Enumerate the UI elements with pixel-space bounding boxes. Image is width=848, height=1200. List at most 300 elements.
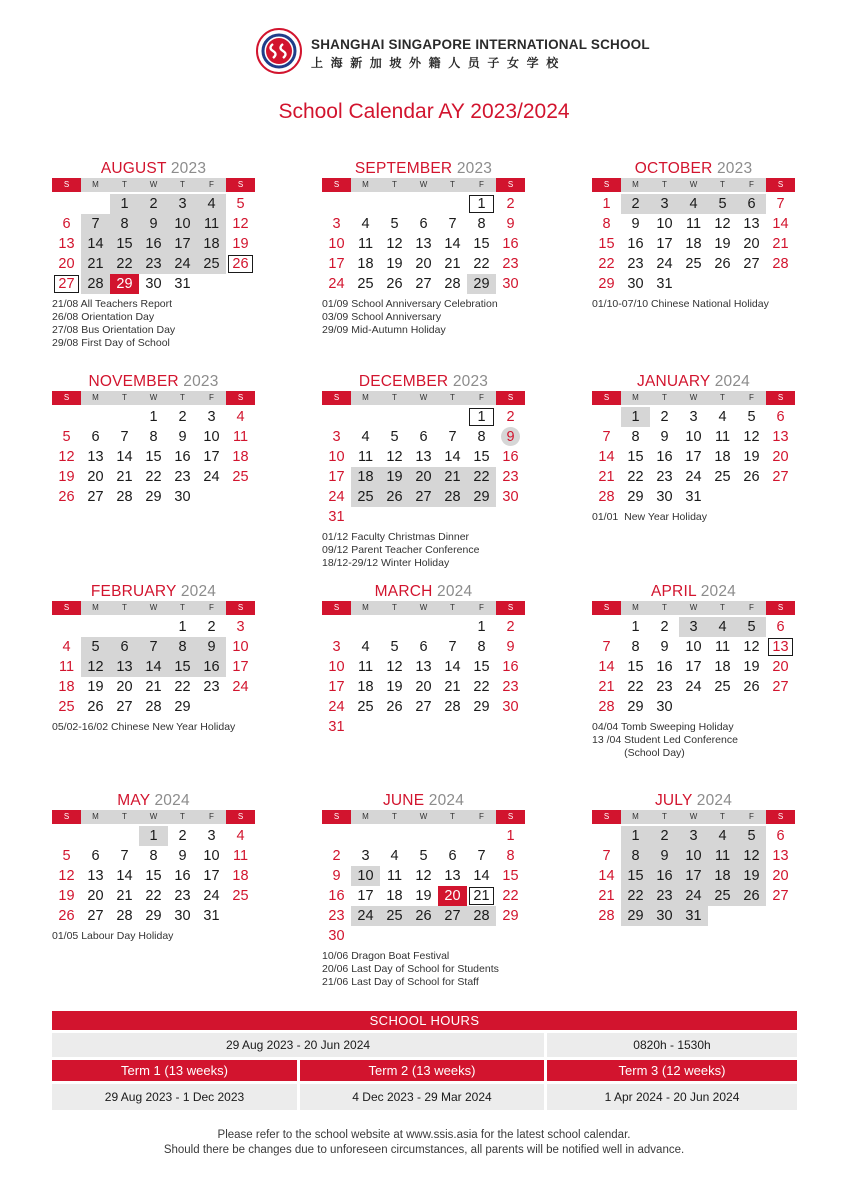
calendar-day: 4 bbox=[361, 216, 370, 232]
event-note: 29/08 First Day of School bbox=[52, 337, 170, 349]
weekday-label: F bbox=[737, 601, 766, 615]
month-year: 2023 bbox=[716, 160, 753, 177]
weekday-label: T bbox=[708, 391, 737, 405]
calendar-day: 17 bbox=[328, 469, 345, 485]
month-february bbox=[52, 583, 262, 734]
calendar-day: 25 bbox=[380, 906, 409, 926]
calendar-day: 26 bbox=[386, 699, 403, 715]
calendar-day: 25 bbox=[357, 276, 374, 292]
calendar-day: 14 bbox=[116, 449, 133, 465]
calendar-day: 22 bbox=[627, 469, 644, 485]
calendar-day: 26 bbox=[737, 886, 766, 906]
calendar-day: 7 bbox=[776, 196, 785, 212]
calendar-day: 7 bbox=[448, 639, 457, 655]
calendar-day: 21 bbox=[145, 679, 162, 695]
calendar-day: 15 bbox=[145, 868, 162, 884]
event-note: 20/06 Last Day of School for Students bbox=[322, 963, 499, 975]
calendar-day: 20 bbox=[58, 256, 75, 272]
month-year: 2024 bbox=[180, 583, 217, 600]
calendar-day: 15 bbox=[627, 659, 644, 675]
calendar-day: 27 bbox=[87, 908, 104, 924]
month-title bbox=[52, 583, 255, 601]
weekday-label: T bbox=[650, 601, 679, 615]
weekday-label: F bbox=[467, 810, 496, 824]
calendar-day: 23 bbox=[656, 469, 673, 485]
school-day-time: 0820h - 1530h bbox=[547, 1033, 797, 1057]
calendar-day: 24 bbox=[351, 906, 380, 926]
month-august bbox=[52, 160, 262, 350]
calendar-day: 1 bbox=[621, 407, 650, 427]
day-grid bbox=[322, 826, 525, 946]
calendar-day: 23 bbox=[502, 679, 519, 695]
calendar-day: 13 bbox=[415, 449, 432, 465]
day-grid bbox=[52, 826, 255, 926]
month-year: 2023 bbox=[456, 160, 493, 177]
weekday-label: T bbox=[380, 178, 409, 192]
month-year: 2024 bbox=[428, 792, 465, 809]
calendar-day: 11 bbox=[232, 429, 249, 445]
calendar-day: 8 bbox=[477, 639, 486, 655]
month-name: DECEMBER bbox=[358, 373, 449, 390]
month-title bbox=[322, 160, 525, 178]
weekday-label: W bbox=[139, 601, 168, 615]
month-title bbox=[592, 373, 795, 391]
calendar-day: 8 bbox=[477, 429, 486, 445]
month-year: 2024 bbox=[154, 792, 190, 809]
weekday-label: S bbox=[226, 178, 255, 192]
month-march bbox=[322, 583, 532, 737]
weekday-label: S bbox=[592, 391, 621, 405]
calendar-day: 14 bbox=[473, 868, 490, 884]
calendar-day: 22 bbox=[473, 256, 490, 272]
calendar-day: 12 bbox=[386, 449, 403, 465]
calendar-day: 19 bbox=[58, 469, 75, 485]
weekday-label: T bbox=[110, 391, 139, 405]
calendar-day: 27 bbox=[52, 274, 81, 294]
weekday-label: S bbox=[766, 810, 795, 824]
weekday-label: S bbox=[496, 391, 525, 405]
month-year: 2023 bbox=[183, 373, 219, 390]
calendar-day: 27 bbox=[415, 699, 432, 715]
calendar-day: 4 bbox=[708, 826, 737, 846]
event-note: 18/12-29/12 Winter Holiday bbox=[322, 557, 450, 569]
calendar-day: 18 bbox=[197, 234, 226, 254]
calendar-day: 6 bbox=[110, 637, 139, 657]
calendar-day: 23 bbox=[139, 254, 168, 274]
calendar-day: 28 bbox=[598, 699, 615, 715]
calendar-day: 21 bbox=[598, 888, 615, 904]
month-title bbox=[322, 583, 525, 601]
weekday-header bbox=[322, 178, 532, 192]
calendar-day: 9 bbox=[660, 429, 669, 445]
month-title bbox=[52, 373, 255, 391]
weekday-label: S bbox=[322, 601, 351, 615]
weekday-label: T bbox=[380, 601, 409, 615]
calendar-day: 10 bbox=[685, 429, 702, 445]
calendar-day: 2 bbox=[207, 619, 216, 635]
calendar-day: 11 bbox=[386, 868, 403, 884]
month-name: FEBRUARY bbox=[90, 583, 177, 600]
calendar-day: 24 bbox=[679, 886, 708, 906]
calendar-day: 13 bbox=[444, 868, 461, 884]
calendar-day: 29 bbox=[467, 274, 496, 294]
weekday-label: W bbox=[679, 601, 708, 615]
weekday-label: W bbox=[139, 391, 168, 405]
calendar-day: 4 bbox=[62, 639, 71, 655]
calendar-day: 27 bbox=[116, 699, 133, 715]
school-year-period: 29 Aug 2023 - 20 Jun 2024 bbox=[52, 1033, 544, 1057]
calendar-day: 7 bbox=[139, 637, 168, 657]
calendar-day: 19 bbox=[232, 236, 249, 252]
month-name: JULY bbox=[654, 792, 693, 809]
calendar-day: 8 bbox=[477, 216, 486, 232]
month-name: AUGUST bbox=[100, 160, 167, 177]
calendar-day: 28 bbox=[444, 276, 461, 292]
calendar-day: 25 bbox=[232, 469, 249, 485]
calendar-day: 17 bbox=[685, 449, 702, 465]
calendar-day: 10 bbox=[351, 866, 380, 886]
weekday-label: S bbox=[322, 810, 351, 824]
calendar-day: 28 bbox=[145, 699, 162, 715]
footer-note bbox=[0, 1128, 848, 1158]
calendar-day: 12 bbox=[232, 216, 249, 232]
calendar-day: 21 bbox=[598, 679, 615, 695]
event-note: (School Day) bbox=[592, 747, 685, 759]
calendar-day: 18 bbox=[714, 449, 731, 465]
calendar-day: 10 bbox=[328, 659, 345, 675]
month-name: JANUARY bbox=[637, 373, 711, 390]
calendar-day: 29 bbox=[110, 274, 139, 294]
calendar-day: 14 bbox=[444, 659, 461, 675]
calendar-day: 25 bbox=[685, 256, 702, 272]
calendar-day: 7 bbox=[448, 429, 457, 445]
month-name: OCTOBER bbox=[634, 160, 713, 177]
calendar-day: 21 bbox=[438, 467, 467, 487]
calendar-day: 14 bbox=[81, 234, 110, 254]
calendar-day: 24 bbox=[328, 699, 345, 715]
calendar-day: 28 bbox=[467, 906, 496, 926]
calendar-day: 10 bbox=[328, 236, 345, 252]
calendar-day: 13 bbox=[87, 868, 104, 884]
calendar-day: 12 bbox=[737, 846, 766, 866]
calendar-day: 19 bbox=[386, 679, 403, 695]
term-2-dates: 4 Dec 2023 - 29 Mar 2024 bbox=[300, 1084, 544, 1110]
calendar-day: 18 bbox=[708, 866, 737, 886]
calendar-day: 17 bbox=[232, 659, 249, 675]
month-name: MAY bbox=[117, 792, 150, 809]
calendar-day: 22 bbox=[145, 888, 162, 904]
calendar-day: 2 bbox=[621, 194, 650, 214]
weekday-header bbox=[322, 601, 532, 615]
calendar-day: 5 bbox=[390, 639, 399, 655]
calendar-day: 15 bbox=[598, 236, 615, 252]
calendar-day: 25 bbox=[714, 469, 731, 485]
calendar-day: 4 bbox=[390, 848, 399, 864]
calendar-day: 12 bbox=[58, 449, 75, 465]
calendar-day: 6 bbox=[776, 828, 785, 844]
calendar-day: 10 bbox=[232, 639, 249, 655]
calendar-day: 19 bbox=[386, 256, 403, 272]
weekday-label: T bbox=[708, 601, 737, 615]
calendar-day: 9 bbox=[139, 214, 168, 234]
calendar-day: 7 bbox=[120, 429, 129, 445]
calendar-day: 18 bbox=[685, 236, 702, 252]
calendar-day: 26 bbox=[743, 469, 760, 485]
calendar-day: 9 bbox=[197, 637, 226, 657]
calendar-day: 31 bbox=[203, 908, 220, 924]
day-grid bbox=[592, 407, 795, 507]
month-notes bbox=[322, 298, 532, 337]
calendar-day: 4 bbox=[361, 429, 370, 445]
calendar-day: 7 bbox=[477, 848, 486, 864]
month-notes bbox=[322, 531, 532, 570]
calendar-day: 10 bbox=[685, 639, 702, 655]
calendar-day: 26 bbox=[87, 699, 104, 715]
calendar-day: 1 bbox=[110, 194, 139, 214]
event-note: 03/09 School Anniversary bbox=[322, 311, 442, 323]
calendar-day: 20 bbox=[772, 449, 789, 465]
calendar-day: 6 bbox=[419, 429, 428, 445]
calendar-day: 16 bbox=[656, 449, 673, 465]
calendar-day: 22 bbox=[598, 256, 615, 272]
calendar-day: 17 bbox=[357, 888, 374, 904]
calendar-day: 5 bbox=[62, 848, 71, 864]
calendar-day: 18 bbox=[386, 888, 403, 904]
calendar-day: 8 bbox=[168, 637, 197, 657]
calendar-day: 2 bbox=[506, 619, 515, 635]
weekday-label: T bbox=[380, 810, 409, 824]
footer-line-2: Should there be changes due to unforeseen circumstances, all parents will be notified well in advance. bbox=[163, 1144, 685, 1156]
calendar-day: 17 bbox=[679, 866, 708, 886]
calendar-day: 27 bbox=[772, 679, 789, 695]
calendar-day: 26 bbox=[409, 906, 438, 926]
calendar-day: 9 bbox=[332, 868, 341, 884]
calendar-day: 7 bbox=[81, 214, 110, 234]
calendar-day: 29 bbox=[627, 699, 644, 715]
calendar-day: 20 bbox=[409, 467, 438, 487]
calendar-day: 23 bbox=[174, 469, 191, 485]
weekday-label: W bbox=[679, 178, 708, 192]
weekday-label: M bbox=[621, 391, 650, 405]
calendar-day: 5 bbox=[419, 848, 428, 864]
calendar-day: 3 bbox=[332, 216, 341, 232]
calendar-day: 12 bbox=[743, 429, 760, 445]
event-note: 01/05 Labour Day Holiday bbox=[52, 930, 174, 942]
calendar-day: 26 bbox=[743, 679, 760, 695]
calendar-day: 15 bbox=[168, 657, 197, 677]
weekday-label: M bbox=[621, 810, 650, 824]
calendar-day: 27 bbox=[438, 906, 467, 926]
calendar-day: 11 bbox=[357, 236, 374, 252]
calendar-day: 18 bbox=[357, 256, 374, 272]
calendar-day: 19 bbox=[743, 659, 760, 675]
weekday-label: T bbox=[438, 391, 467, 405]
footer-line-1: Please refer to the school website at www.ssis.asia for the latest school calendar. bbox=[217, 1129, 631, 1141]
weekday-label: F bbox=[197, 178, 226, 192]
month-name: NOVEMBER bbox=[88, 373, 179, 390]
event-note: 21/06 Last Day of School for Staff bbox=[322, 976, 479, 988]
weekday-label: W bbox=[679, 810, 708, 824]
calendar-day: 4 bbox=[236, 828, 245, 844]
calendar-day: 5 bbox=[236, 196, 245, 212]
weekday-label: T bbox=[168, 810, 197, 824]
calendar-day: 2 bbox=[139, 194, 168, 214]
calendar-day: 22 bbox=[110, 254, 139, 274]
calendar-day: 15 bbox=[473, 236, 490, 252]
month-notes bbox=[52, 721, 262, 734]
calendar-day: 3 bbox=[332, 639, 341, 655]
calendar-day: 28 bbox=[598, 489, 615, 505]
weekday-label: T bbox=[708, 178, 737, 192]
calendar-day: 24 bbox=[168, 254, 197, 274]
calendar-day: 9 bbox=[631, 216, 640, 232]
month-title bbox=[592, 792, 795, 810]
calendar-day: 16 bbox=[197, 657, 226, 677]
calendar-day: 13 bbox=[415, 236, 432, 252]
calendar-day: 24 bbox=[232, 679, 249, 695]
calendar-day: 18 bbox=[232, 868, 249, 884]
calendar-day: 13 bbox=[110, 657, 139, 677]
day-grid bbox=[322, 617, 525, 737]
weekday-label: M bbox=[81, 178, 110, 192]
weekday-header bbox=[592, 391, 802, 405]
weekday-label: F bbox=[467, 601, 496, 615]
calendar-day: 5 bbox=[390, 429, 399, 445]
weekday-label: T bbox=[650, 810, 679, 824]
school-crest-icon bbox=[256, 28, 302, 74]
calendar-day: 11 bbox=[58, 659, 75, 675]
calendar-day: 23 bbox=[650, 886, 679, 906]
month-april bbox=[592, 583, 802, 760]
calendar-day: 29 bbox=[174, 699, 191, 715]
calendar-day: 13 bbox=[87, 449, 104, 465]
calendar-day: 6 bbox=[448, 848, 457, 864]
event-note: 29/09 Mid-Autumn Holiday bbox=[322, 324, 446, 336]
calendar-day: 2 bbox=[660, 409, 669, 425]
weekday-label: S bbox=[766, 391, 795, 405]
calendar-day: 20 bbox=[438, 886, 467, 906]
weekday-label: S bbox=[592, 178, 621, 192]
calendar-day: 25 bbox=[197, 254, 226, 274]
term-3-label: Term 3 (12 weeks) bbox=[547, 1060, 797, 1081]
calendar-day: 20 bbox=[415, 256, 432, 272]
school-hours-header: SCHOOL HOURS bbox=[52, 1011, 797, 1030]
calendar-day: 15 bbox=[110, 234, 139, 254]
event-note: 04/04 Tomb Sweeping Holiday bbox=[592, 721, 734, 733]
month-year: 2023 bbox=[170, 160, 207, 177]
weekday-header bbox=[52, 810, 262, 824]
weekday-header bbox=[322, 810, 532, 824]
weekday-label: M bbox=[81, 601, 110, 615]
calendar-day: 22 bbox=[502, 888, 519, 904]
weekday-label: M bbox=[621, 601, 650, 615]
month-january bbox=[592, 373, 802, 524]
calendar-day: 16 bbox=[139, 234, 168, 254]
calendar-day: 30 bbox=[627, 276, 644, 292]
weekday-label: F bbox=[737, 810, 766, 824]
month-title bbox=[52, 160, 255, 178]
month-notes bbox=[592, 511, 802, 524]
weekday-label: F bbox=[737, 178, 766, 192]
calendar-day: 24 bbox=[656, 256, 673, 272]
month-title bbox=[592, 583, 795, 601]
month-year: 2024 bbox=[696, 792, 733, 809]
calendar-day: 23 bbox=[502, 256, 519, 272]
calendar-day: 26 bbox=[226, 254, 255, 274]
weekday-label: S bbox=[322, 391, 351, 405]
calendar-day: 26 bbox=[58, 489, 75, 505]
month-december bbox=[322, 373, 532, 570]
calendar-day: 1 bbox=[139, 826, 168, 846]
calendar-day: 2 bbox=[178, 828, 187, 844]
weekday-label: T bbox=[168, 178, 197, 192]
calendar-day: 3 bbox=[207, 409, 216, 425]
weekday-label: W bbox=[139, 178, 168, 192]
weekday-label: W bbox=[139, 810, 168, 824]
calendar-day: 9 bbox=[178, 848, 187, 864]
calendar-day: 27 bbox=[409, 487, 438, 507]
calendar-day: 10 bbox=[203, 848, 220, 864]
calendar-day: 11 bbox=[197, 214, 226, 234]
weekday-header bbox=[592, 810, 802, 824]
calendar-day: 5 bbox=[81, 637, 110, 657]
calendar-day: 27 bbox=[415, 276, 432, 292]
calendar-day: 29 bbox=[145, 908, 162, 924]
calendar-day: 5 bbox=[708, 194, 737, 214]
day-grid bbox=[322, 194, 525, 294]
calendar-day: 3 bbox=[679, 826, 708, 846]
calendar-day: 1 bbox=[149, 409, 158, 425]
calendar-day: 8 bbox=[110, 214, 139, 234]
calendar-day: 18 bbox=[351, 467, 380, 487]
page-title: School Calendar AY 2023/2024 bbox=[278, 100, 570, 123]
calendar-day: 26 bbox=[386, 276, 403, 292]
calendar-day: 25 bbox=[714, 679, 731, 695]
calendar-day: 12 bbox=[386, 659, 403, 675]
calendar-day: 6 bbox=[776, 409, 785, 425]
calendar-day: 3 bbox=[207, 828, 216, 844]
weekday-header bbox=[52, 178, 262, 192]
weekday-label: T bbox=[168, 391, 197, 405]
calendar-day: 19 bbox=[380, 467, 409, 487]
calendar-day: 19 bbox=[737, 866, 766, 886]
calendar-day: 14 bbox=[139, 657, 168, 677]
weekday-label: T bbox=[110, 810, 139, 824]
weekday-header bbox=[52, 391, 262, 405]
weekday-label: F bbox=[467, 178, 496, 192]
calendar-day: 15 bbox=[627, 449, 644, 465]
day-grid bbox=[592, 826, 795, 926]
event-note: 10/06 Dragon Boat Festival bbox=[322, 950, 450, 962]
calendar-day: 13 bbox=[772, 848, 789, 864]
event-note: 13 /04 Student Led Conference bbox=[592, 734, 738, 746]
calendar-day: 1 bbox=[506, 828, 515, 844]
calendar-day: 8 bbox=[506, 848, 515, 864]
calendar-day: 9 bbox=[650, 846, 679, 866]
weekday-label: M bbox=[351, 178, 380, 192]
weekday-label: F bbox=[197, 391, 226, 405]
calendar-day: 20 bbox=[87, 888, 104, 904]
calendar-day: 5 bbox=[737, 617, 766, 637]
weekday-header bbox=[592, 178, 802, 192]
calendar-day: 14 bbox=[598, 449, 615, 465]
weekday-label: T bbox=[708, 810, 737, 824]
weekday-label: T bbox=[110, 601, 139, 615]
weekday-label: F bbox=[197, 810, 226, 824]
calendar-day: 11 bbox=[714, 639, 731, 655]
calendar-day: 30 bbox=[656, 489, 673, 505]
calendar-day: 15 bbox=[473, 659, 490, 675]
